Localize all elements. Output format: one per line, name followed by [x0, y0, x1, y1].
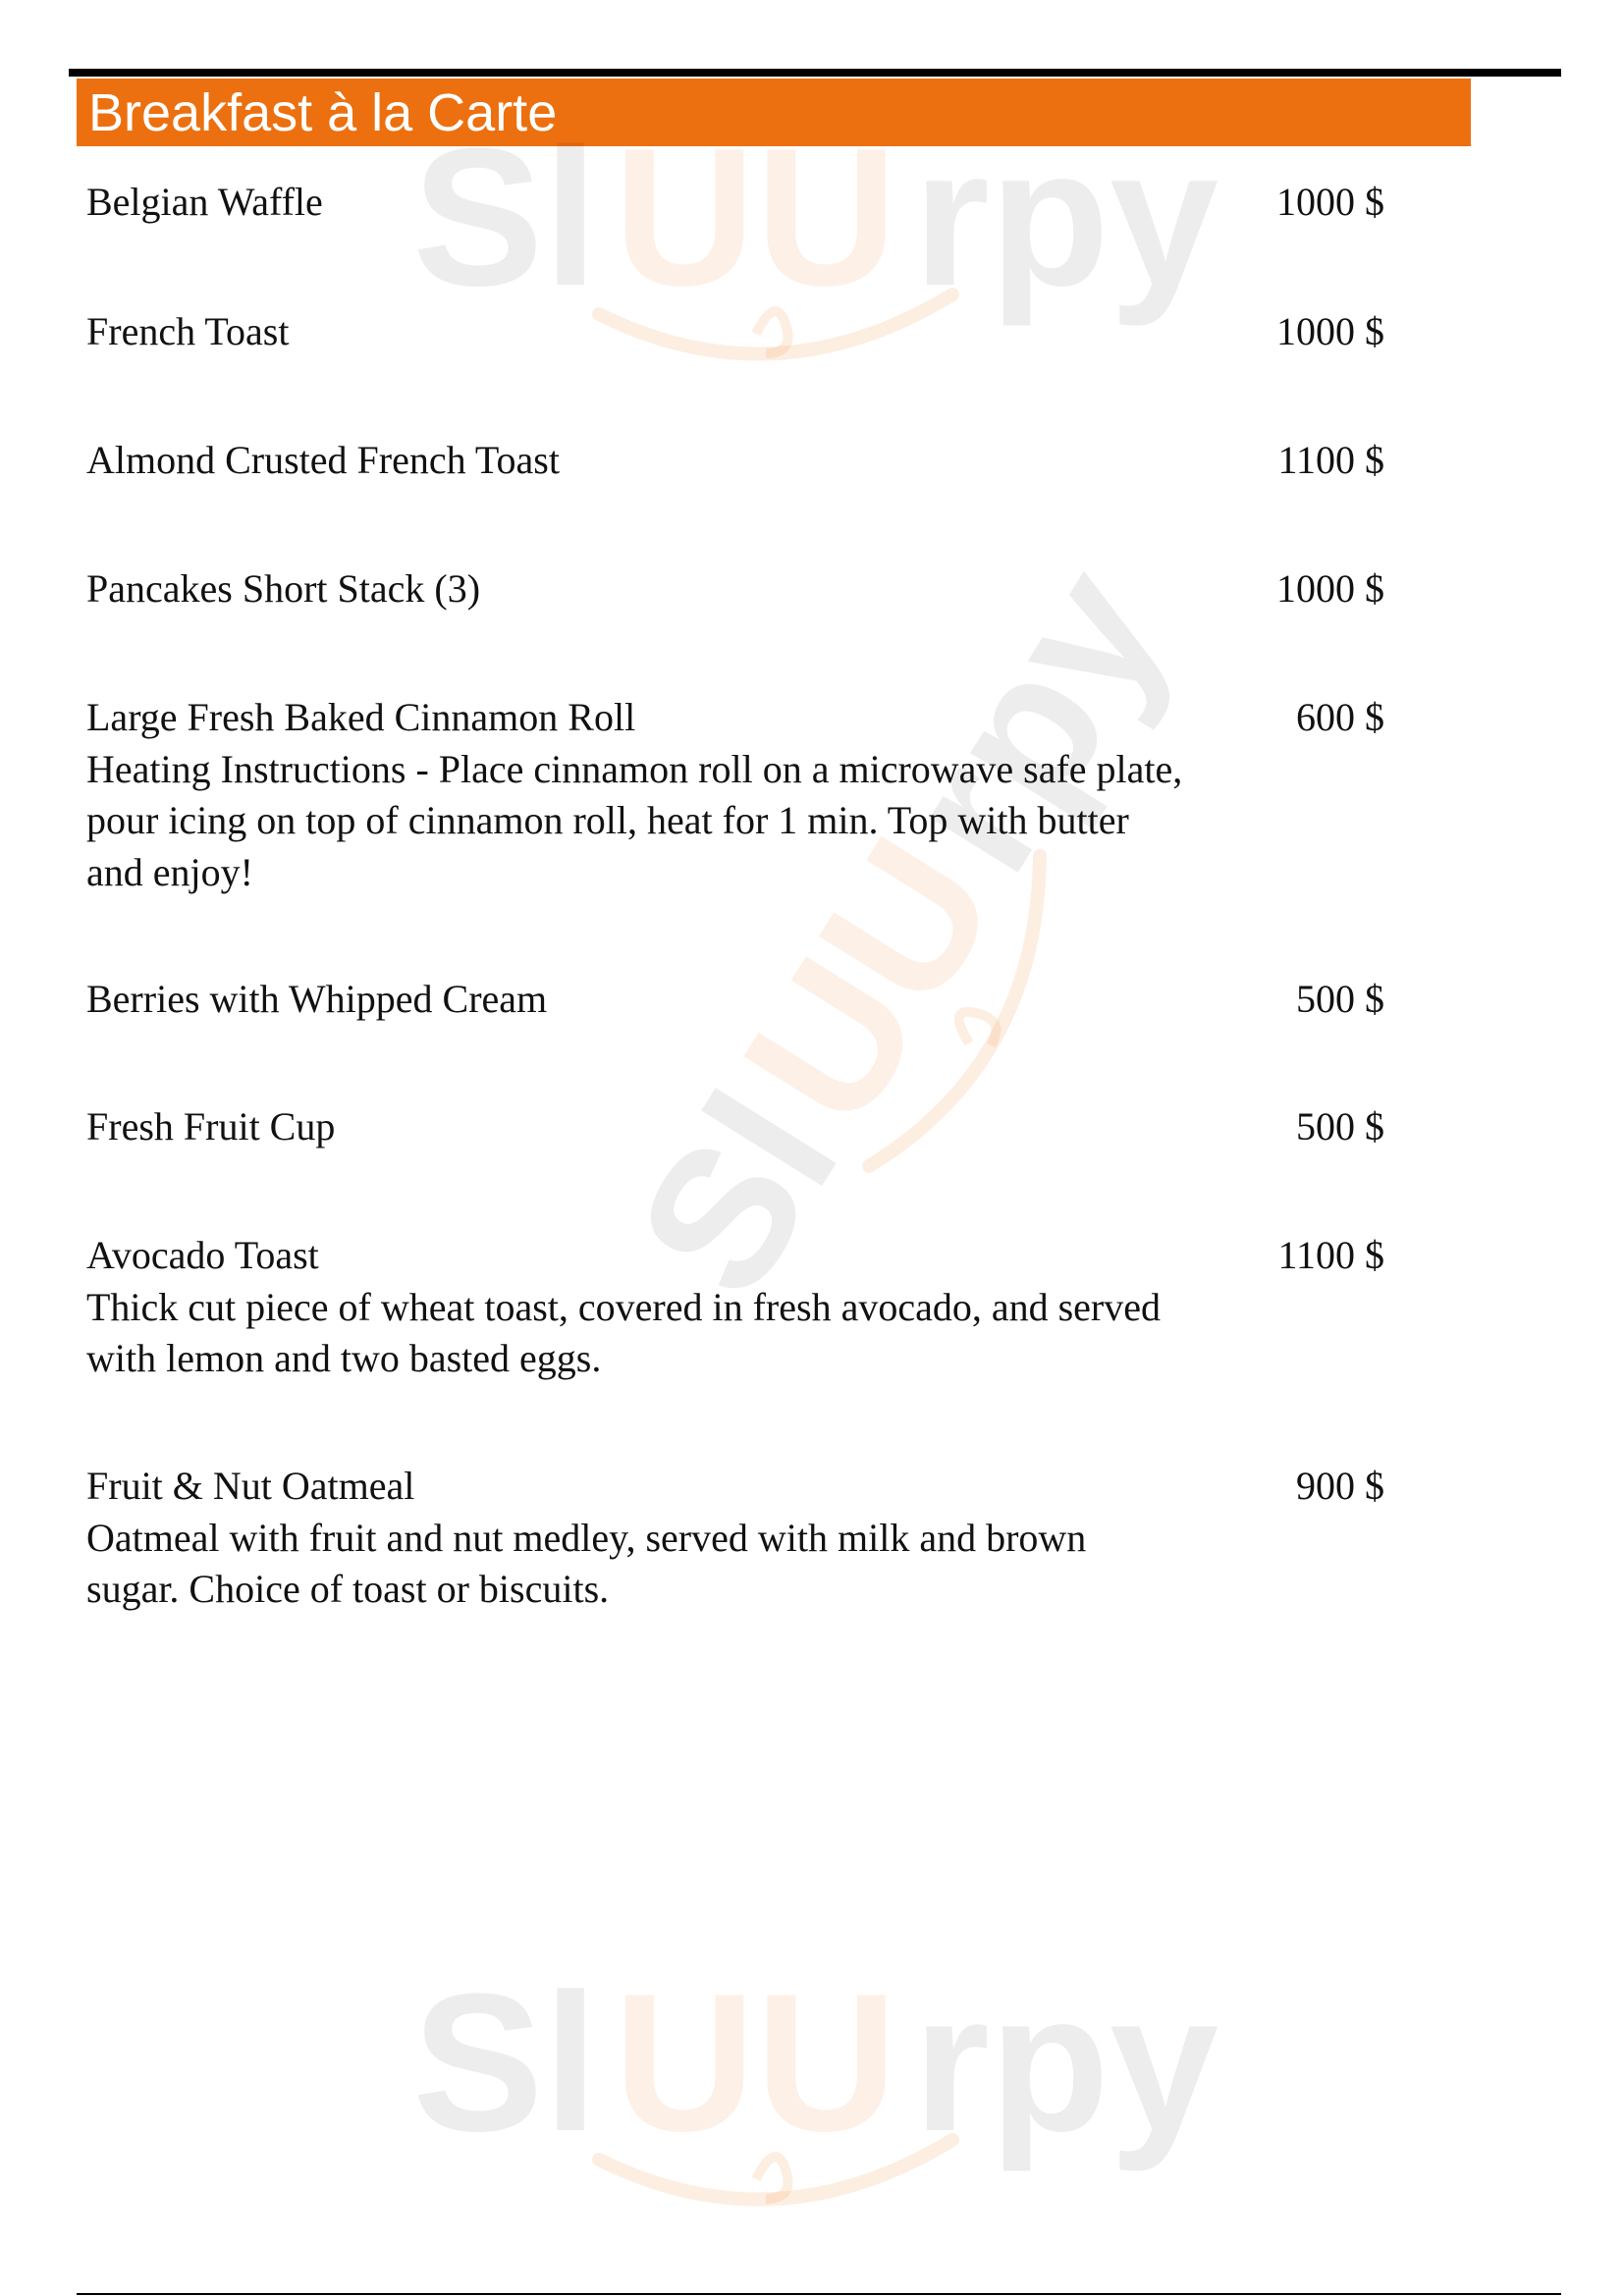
item-name: Pancakes Short Stack (3) — [86, 566, 481, 611]
bottom-rule — [77, 2293, 1561, 2295]
menu-item-avocado-toast — [86, 1230, 1384, 1385]
item-price: 1000 $ — [1276, 566, 1384, 611]
item-description-line: and enjoy! — [86, 849, 253, 894]
top-rule — [69, 69, 1561, 77]
item-description-line: Thick cut piece of wheat toast, covered in fresh avocado, and served — [86, 1284, 1161, 1329]
svg-text:rpy: rpy — [913, 1953, 1219, 2172]
svg-text:UU: UU — [701, 803, 1039, 1161]
menu-item-french-toast — [86, 306, 1384, 358]
item-description-line: Heating Instructions - Place cinnamon roll on a microwave safe plate, — [86, 746, 1183, 791]
item-name: Belgian Waffle — [86, 180, 323, 224]
menu-item-almond-crusted-french-toast — [86, 435, 1384, 487]
svg-text:Sl: Sl — [412, 108, 598, 327]
menu-item-belgian-waffle — [86, 177, 1384, 229]
sluurpy-logo-icon — [403, 1953, 1237, 2228]
item-price: 900 $ — [1296, 1464, 1384, 1508]
svg-text:rpy: rpy — [860, 531, 1209, 907]
item-name: Avocado Toast — [86, 1233, 319, 1277]
item-name: French Toast — [86, 309, 290, 353]
item-name: Berries with Whipped Cream — [86, 977, 548, 1021]
menu-item-fruit-nut-oatmeal — [86, 1461, 1384, 1616]
item-description-line: with lemon and two basted eggs. — [86, 1336, 602, 1380]
svg-text:UU: UU — [614, 1953, 897, 2172]
menu-item-cinnamon-roll — [86, 692, 1384, 898]
menu-item-fresh-fruit-cup — [86, 1101, 1384, 1153]
svg-text:UU: UU — [614, 108, 897, 327]
item-description-line: Oatmeal with fruit and nut medley, served with milk and brown — [86, 1515, 1087, 1560]
section-header — [77, 79, 1471, 146]
section-title: Breakfast à la Carte — [88, 83, 558, 142]
item-price: 1100 $ — [1277, 438, 1384, 482]
item-name: Large Fresh Baked Cinnamon Roll — [86, 695, 636, 739]
item-description-line: pour icing on top of cinnamon roll, heat for 1 min. Top with butter — [86, 798, 1129, 842]
menu-item-berries-whipped-cream — [86, 974, 1384, 1026]
menu-item-pancakes-short-stack — [86, 563, 1384, 615]
item-price: 500 $ — [1296, 1104, 1384, 1148]
item-price: 1000 $ — [1276, 180, 1384, 224]
item-price: 500 $ — [1296, 977, 1384, 1021]
sluurpy-watermark-logo — [403, 1953, 1237, 2228]
svg-text:rpy: rpy — [913, 108, 1219, 327]
item-price: 1100 $ — [1277, 1233, 1384, 1277]
item-price: 600 $ — [1296, 695, 1384, 739]
item-price: 1000 $ — [1276, 309, 1384, 353]
item-description-line: sugar. Choice of toast or biscuits. — [86, 1567, 610, 1611]
svg-text:Sl: Sl — [595, 1057, 880, 1331]
item-name: Almond Crusted French Toast — [86, 438, 560, 482]
item-name: Fruit & Nut Oatmeal — [86, 1464, 415, 1508]
svg-text:Sl: Sl — [412, 1953, 598, 2172]
item-name: Fresh Fruit Cup — [86, 1104, 336, 1148]
